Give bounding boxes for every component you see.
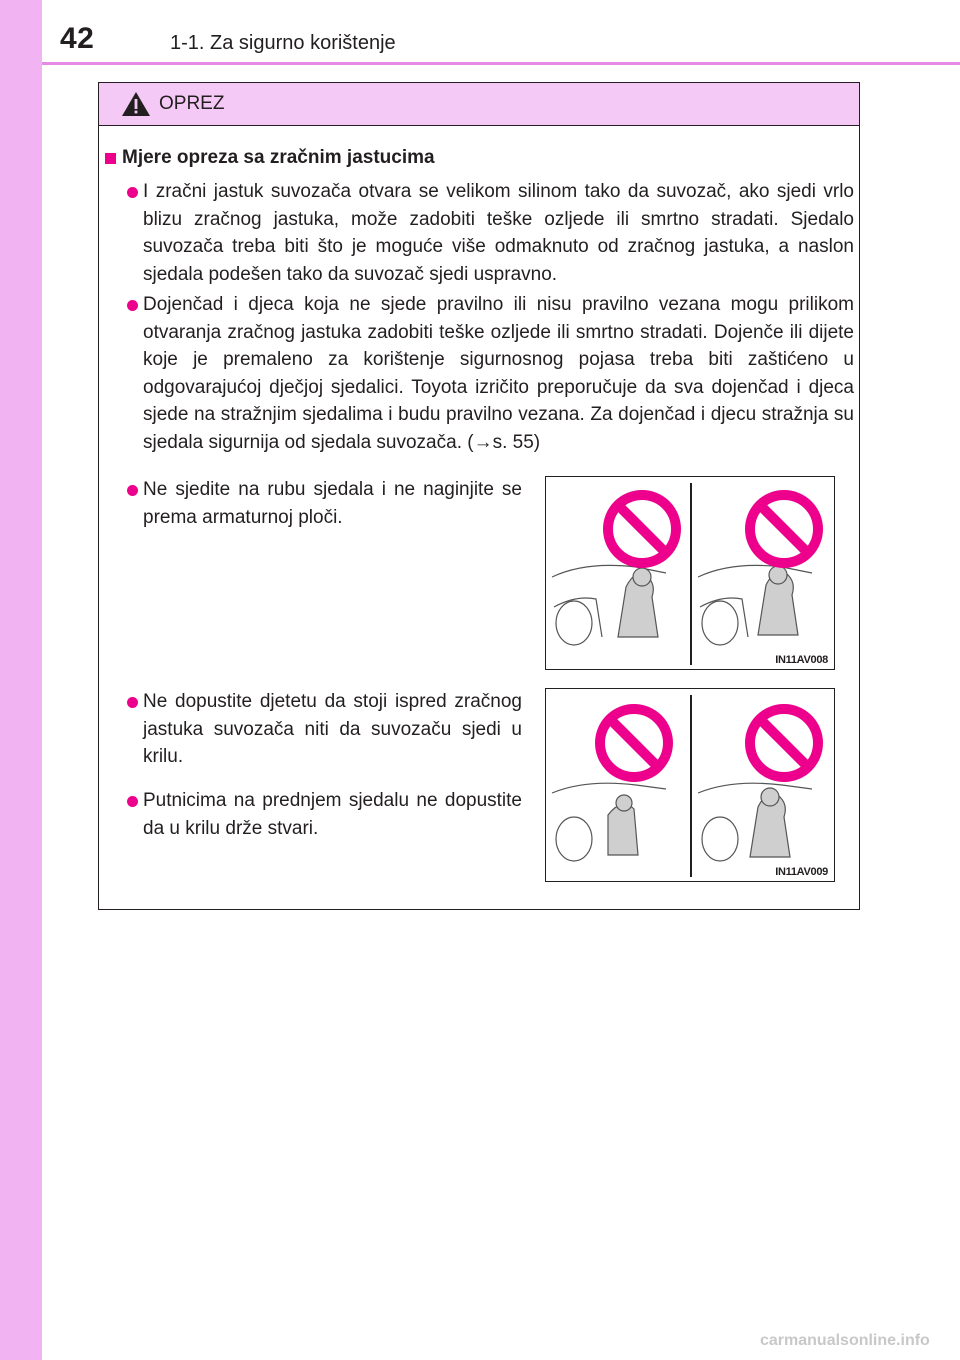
- caution-item-2: Dojenčad i djeca koja ne sjede pravilno ili nisu pravilno vezana mogu prilikom otvaranja zračnog jastuka zadobiti teške ozljede ili smrtno stradati. Dojenče ili dijete koje je premaleno za korištenje sigurnosnog pojasa treba biti zaštićeno u odgovarajućoj dječjoj sjedalici. Toyota izričito preporučuje da sva dojenčad i djeca sjede na stražnjim sjedalima i budu pravilno vezana. Za dojenčad i djecu stražnja su sjedala sigurnija od sjedala suvozača. (→s. 55): [143, 294, 854, 453]
- warning-triangle-icon: [121, 91, 151, 117]
- prohibition-icon: [600, 709, 668, 777]
- header-rule: [42, 62, 960, 65]
- bullet-icon: [127, 187, 138, 198]
- side-strip: [0, 0, 42, 1360]
- section-title: 1-1. Za sigurno korištenje: [170, 32, 396, 54]
- bullet-icon: [127, 796, 138, 807]
- bullet-icon: [127, 485, 138, 496]
- prohibition-icon: [750, 709, 818, 777]
- illustration-figure-1: [545, 476, 835, 670]
- caution-item-3: Ne sjedite na rubu sjedala i ne naginjite se prema armaturnoj ploči.: [143, 479, 522, 528]
- subheading: [105, 147, 435, 169]
- figure-code: IN11AV008: [775, 654, 828, 666]
- illustration-figure-2: [545, 688, 835, 882]
- prohibition-icon: [750, 495, 818, 563]
- caution-header: [99, 83, 859, 126]
- caution-item-4: Ne dopustite djetetu da stoji ispred zračnog jastuka suvozača niti da suvozaču sjedi u krilu.: [143, 691, 522, 767]
- car-interior-illustration: [546, 477, 835, 670]
- bullet-icon: [127, 697, 138, 708]
- prohibition-icon: [608, 495, 676, 563]
- caution-label: OPREZ: [159, 93, 225, 114]
- square-bullet-icon: [105, 153, 116, 164]
- subheading-text: Mjere opreza sa zračnim jastucima: [122, 147, 435, 168]
- watermark: carmanualsonline.info: [760, 1332, 930, 1349]
- car-interior-illustration: [546, 689, 835, 882]
- bullet-icon: [127, 300, 138, 311]
- caution-item-5: Putnicima na prednjem sjedalu ne dopustite da u krilu drže stvari.: [143, 790, 522, 839]
- caution-box: [98, 82, 860, 910]
- caution-item-1: I zračni jastuk suvozača otvara se velikom silinom tako da suvozač, ako sjedi vrlo blizu zračnog jastuka, može zadobiti teške ozljede ili smrtno stradati. Sjedalo suvozača treba biti što je moguće više odmaknuto od zračnog jastuka, a naslon sjedala podešen tako da suvozač sjedi uspravno.: [143, 181, 854, 285]
- page-number: 42: [60, 22, 95, 55]
- figure-code: IN11AV009: [775, 866, 828, 878]
